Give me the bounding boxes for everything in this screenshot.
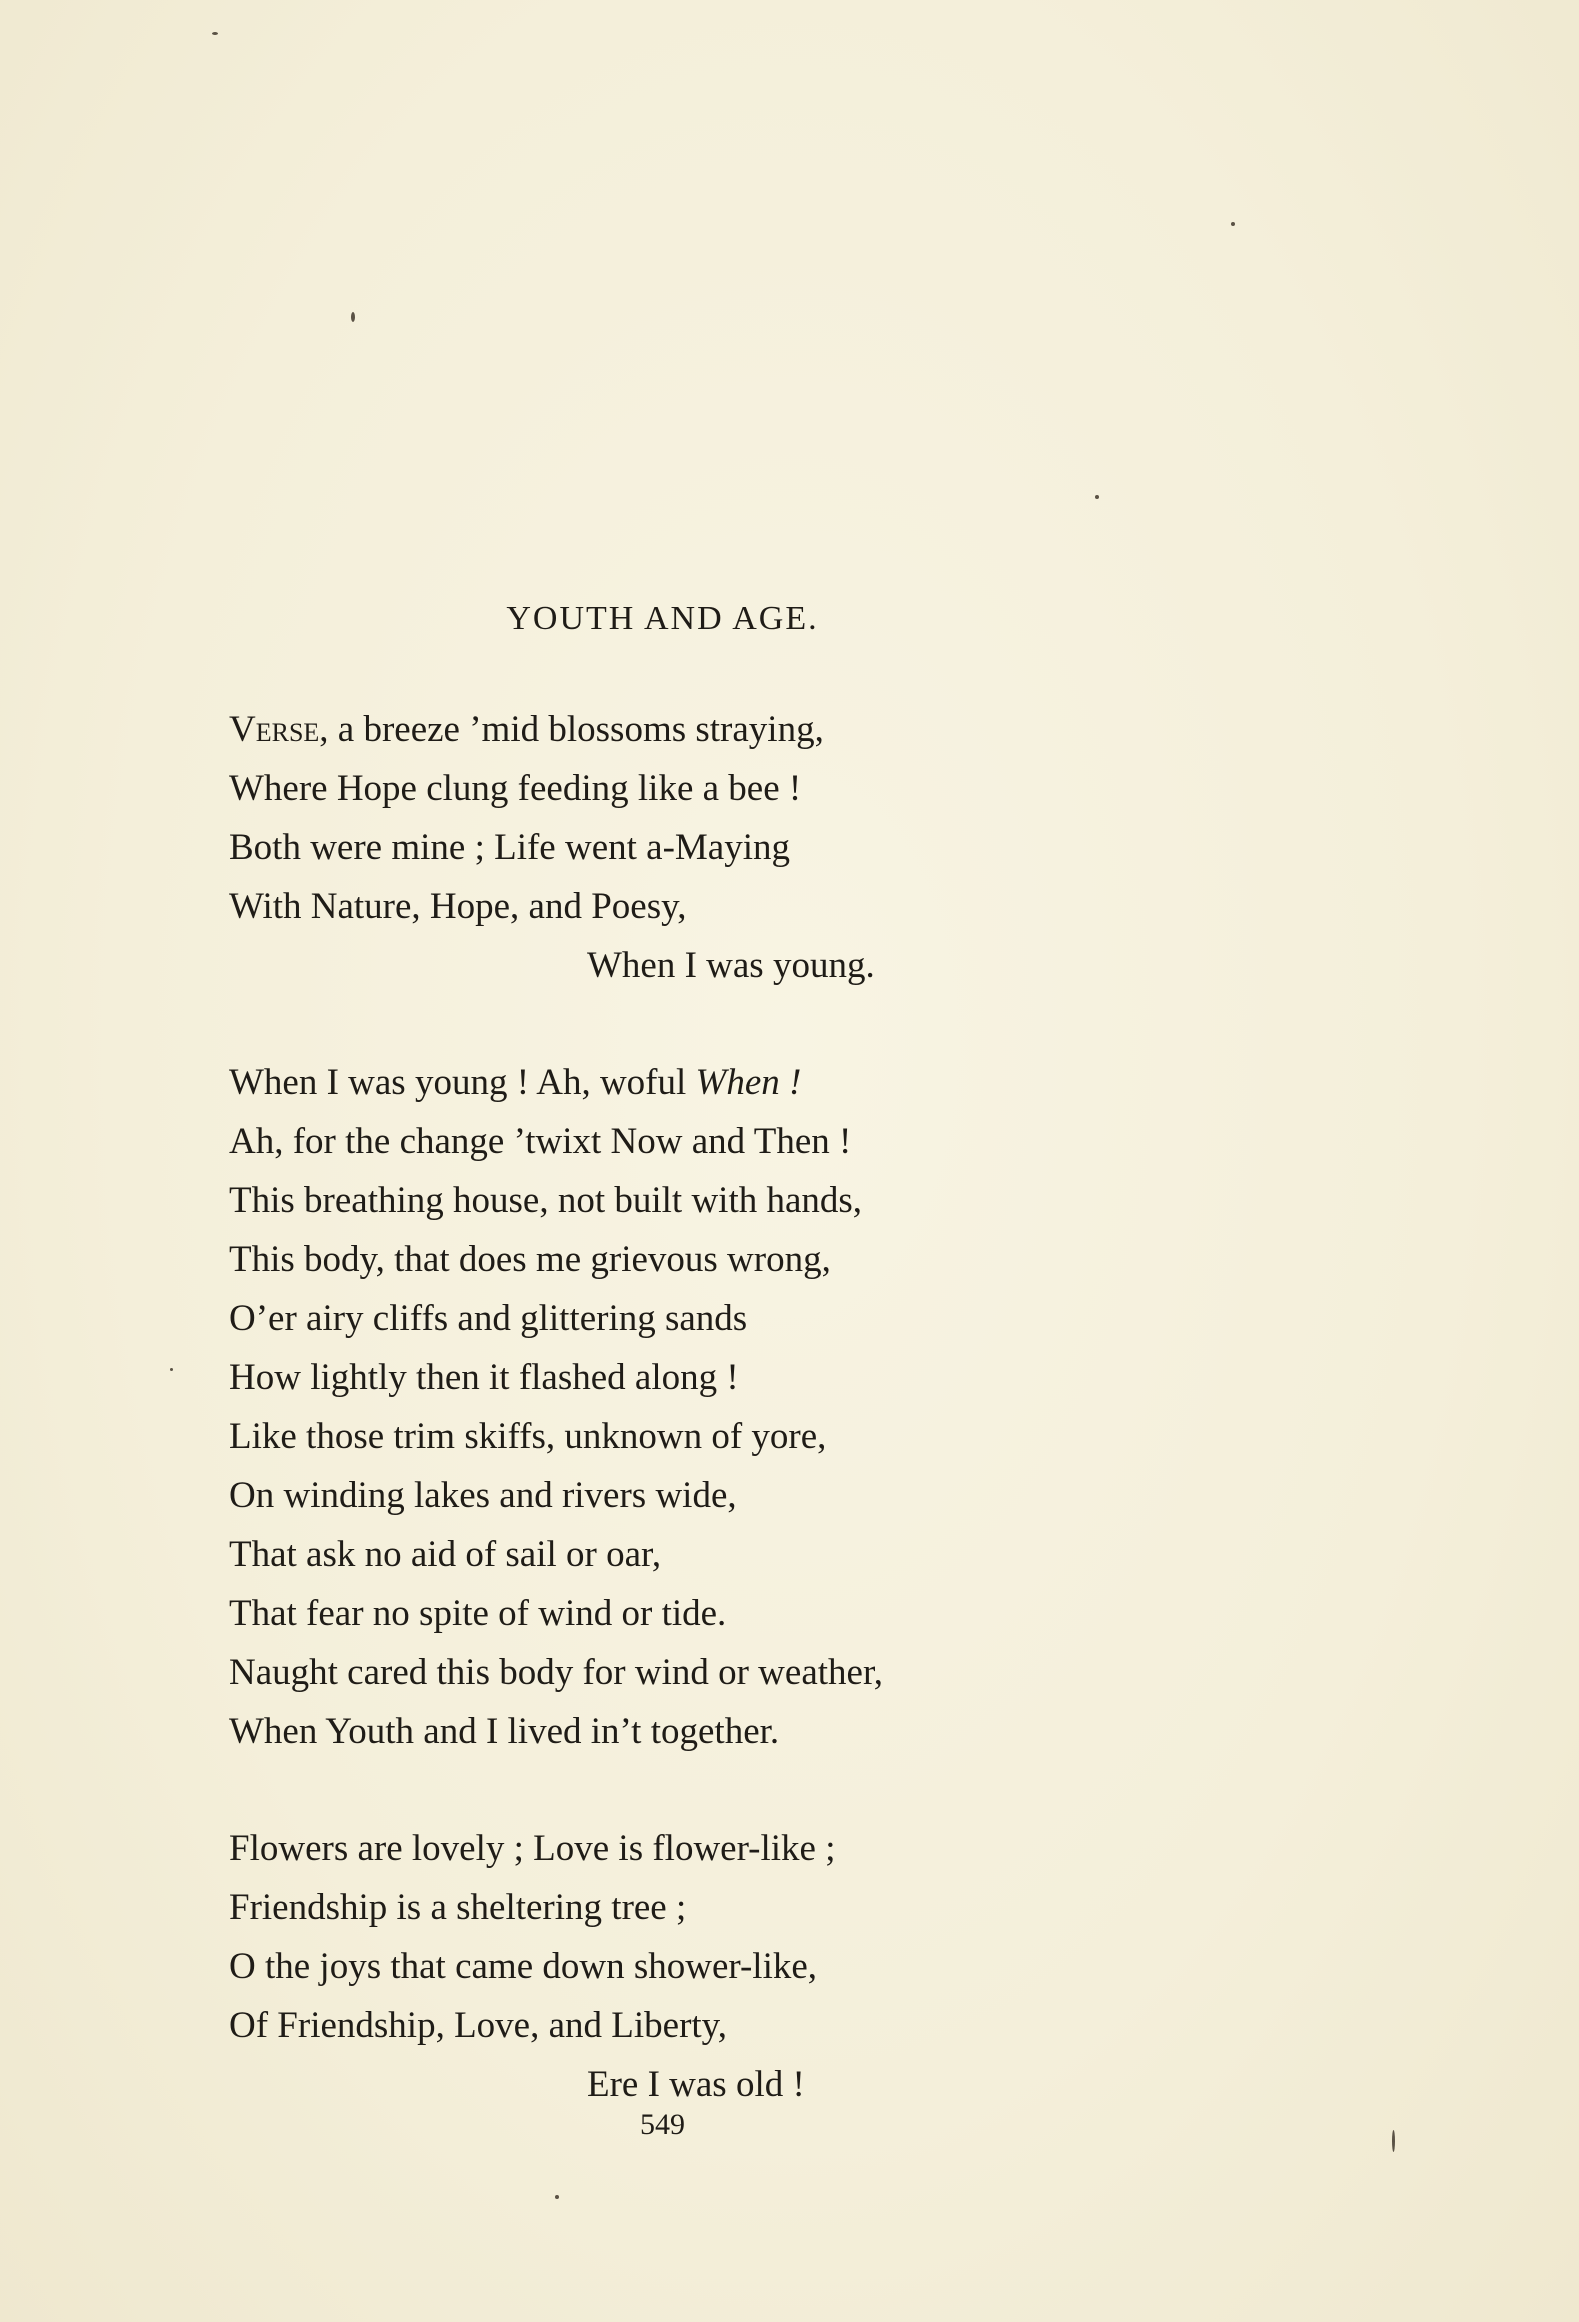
paper-speck xyxy=(1231,222,1235,226)
paper-speck xyxy=(170,1368,173,1371)
poem-line: With Nature, Hope, and Poesy, xyxy=(229,886,687,927)
poem-line: Both were mine ; Life went a-Maying xyxy=(229,827,790,868)
poem-body xyxy=(229,700,1429,2172)
line-text: When I was young ! Ah, woful xyxy=(229,1062,696,1103)
paper-speck xyxy=(1095,495,1099,499)
poem-line: This body, that does me grievous wrong, xyxy=(229,1239,831,1280)
poem-title: YOUTH AND AGE. xyxy=(506,600,819,637)
poem-line xyxy=(229,700,1429,759)
poem-line: Naught cared this body for wind or weather, xyxy=(229,1652,884,1693)
stanza-1 xyxy=(229,700,1429,995)
poem-line: How lightly then it flashed along ! xyxy=(229,1357,739,1398)
poem-line: O the joys that came down shower-like, xyxy=(229,1946,818,1987)
stanza-3 xyxy=(229,1819,1429,2114)
paper-speck xyxy=(555,2195,559,2199)
paper-speck xyxy=(212,32,218,35)
paper-speck xyxy=(351,312,355,322)
page-number: 549 xyxy=(640,2108,685,2141)
stanza-2 xyxy=(229,1053,1429,1761)
poem-line: O’er airy cliffs and glittering sands xyxy=(229,1298,748,1339)
initial-word: Verse, xyxy=(229,709,329,750)
poem-line: Flowers are lovely ; Love is flower-like ; xyxy=(229,1828,836,1869)
poem-line: Ah, for the change ’twixt Now and Then ! xyxy=(229,1121,852,1162)
line-text: a breeze ’mid blossoms straying, xyxy=(328,709,824,750)
poem-line: Like those trim skiffs, unknown of yore, xyxy=(229,1416,827,1457)
poem-line: Friendship is a sheltering tree ; xyxy=(229,1887,687,1928)
poem-line: Of Friendship, Love, and Liberty, xyxy=(229,2005,728,2046)
poem-line xyxy=(229,1053,1429,1112)
poem-refrain-line: Ere I was old ! xyxy=(587,2064,805,2105)
poem-line: On winding lakes and rivers wide, xyxy=(229,1475,737,1516)
poem-line: That ask no aid of sail or oar, xyxy=(229,1534,662,1575)
italic-word: When ! xyxy=(695,1062,802,1103)
poem-line: This breathing house, not built with hands, xyxy=(229,1180,863,1221)
poem-line: That fear no spite of wind or tide. xyxy=(229,1593,727,1634)
poem-line: Where Hope clung feeding like a bee ! xyxy=(229,768,802,809)
poem-line: When Youth and I lived in’t together. xyxy=(229,1711,780,1752)
poem-refrain-line: When I was young. xyxy=(587,945,875,986)
